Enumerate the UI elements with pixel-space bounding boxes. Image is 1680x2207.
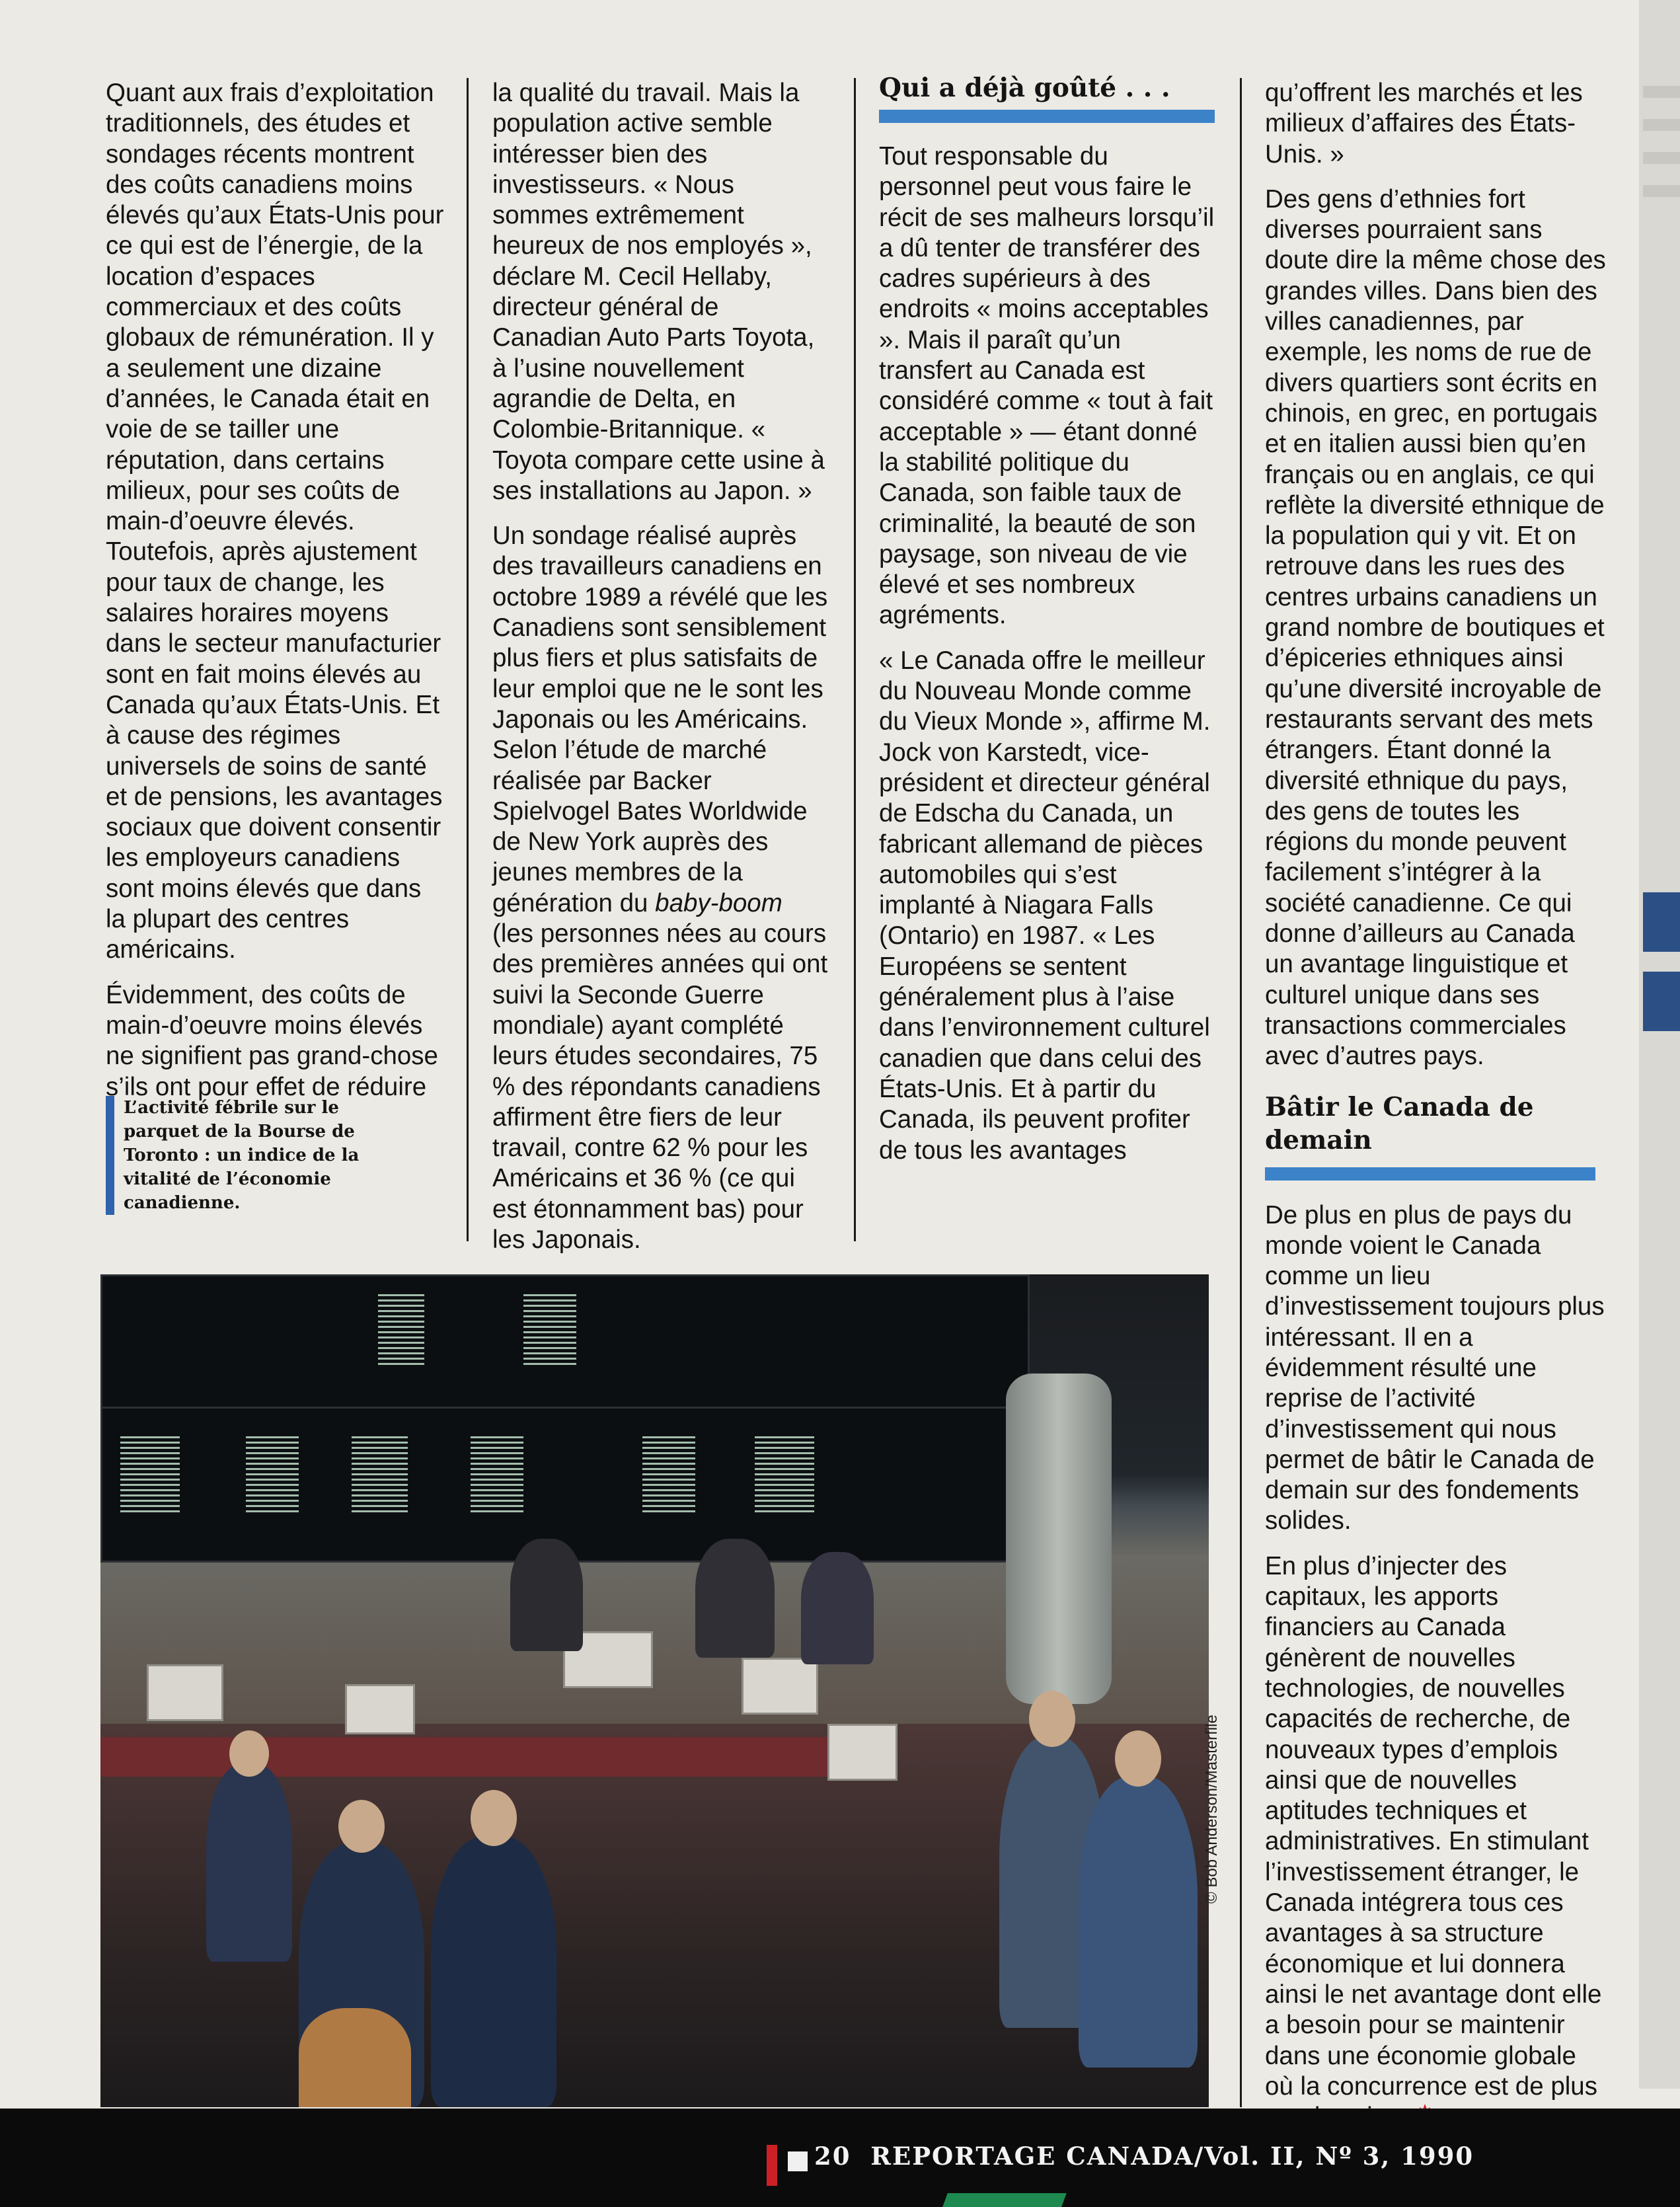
article-text: Un sondage réalisé auprès des travailleurs canadiens en octobre 1989 a révélé que les Canadiens sont sensiblement plus fiers et plus satisfaits de leur emploi que ne le sont les Japonais ou les Américains. Selon l’étude de marché réalisée par Backer Spielvogel Bates Worldwide de New York auprès des jeunes membres de la génération du <box>492 522 828 917</box>
quote-board-digits <box>378 1294 424 1367</box>
trader-head <box>229 1730 269 1777</box>
photo-credit: © Bob Anderson/Masterfile <box>1203 1715 1221 1904</box>
article-paragraph: Tout responsable du personnel peut vous faire le récit de ses malheurs lorsqu’il a dû tenter de transférer des cadres supérieurs à des endroits « moins acceptables ». Mais il paraît qu’un transfert au Canada est considéré comme « tout à fait acceptable » — étant donné la stabilité politique du Canada, son faible taux de criminalité, la beauté de son paysage, son niveau de vie élevé et ses nombreux agréments. <box>879 142 1215 630</box>
trader-figure <box>431 1836 556 2107</box>
page-footer <box>0 2109 1680 2207</box>
terminal-monitor <box>345 1684 415 1734</box>
adjacent-page-edge <box>1639 0 1680 2089</box>
quote-board-digits <box>352 1436 408 1516</box>
column-divider <box>467 78 469 1241</box>
footer-red-marker <box>767 2145 777 2186</box>
footer-green-marker <box>942 2193 1067 2207</box>
article-text: En plus d’injecter des capitaux, les apports financiers au Canada génèrent de nouvelles technologies, de nouvelles capacités de recherche, de nouveaux types d’emplois ainsi que de nouvelles aptitudes techniques et administratives. En stimulant l’investissement étranger, le Canada intégrera tous ces avantages à sa structure économique et lui donnera ainsi le net avantage dont elle a besoin pour se maintenir dans une économie globale où la concurrence est de plus <box>1265 1551 1602 2101</box>
article-paragraph: Évidemment, des coûts de main-d’oeuvre moins élevés ne signifient pas grand-chose s’ils ont pour effet de réduire <box>106 980 438 1101</box>
quote-board-digits <box>246 1436 299 1516</box>
article-column-2 <box>492 78 829 1270</box>
article-paragraph: De plus en plus de pays du monde voient le Canada comme un lieu d’investissement toujours plus intéressant. Il en a évidemment résulté une reprise de l’activité d’investissement qui nous permet de bâtir le Canada de demain sur des fondements solides. <box>1265 1200 1605 1535</box>
trader-figure <box>510 1539 583 1651</box>
column-divider <box>1240 78 1242 2107</box>
article-paragraph: Quant aux frais d’exploitation traditionnels, des études et sondages récents montrent des coûts canadiens moins élevés qu’aux États-Unis pour ce qui est de l’énergie, de la location d’espaces commerciaux et des coûts globaux de rémunération. Il y a seulement une dizaine d’années, le Canada était en voie de se tailler une réputation, dans certains milieux, pour ses coûts de main-d’oeuvre élevés. Toutefois, après ajustement pour taux de change, les salaires horaires moyens dans le secteur manufacturier sont en fait moins élevés au Canada qu’aux États-Unis. Et à cause des régimes universels de soins de santé et de pensions, les avantages sociaux que doivent consentir les employeurs canadiens sont moins élevés que dans la plupart des centres américains. <box>106 79 444 964</box>
article-paragraph: qu’offrent les marchés et les milieux d’affaires des États-Unis. » <box>1265 79 1583 169</box>
article-column-3 <box>879 73 1216 1181</box>
section-heading: Qui a déjà goûté . . . <box>879 73 1170 103</box>
article-paragraph: « Le Canada offre le meilleur du Nouveau Monde comme du Vieux Monde », affirme M. Jock von Karstedt, vice-président et directeur général de Edscha du Canada, un fabricant allemand de pièces automobiles qui s’est implanté à Niagara Falls (Ontario) en 1987. « Les Européens se sentent généralement plus à l’aise dans l’environnement culturel canadien que dans celui des États-Unis. Et à partir du Canada, ils peuvent profiter de tous les avantages <box>879 646 1211 1165</box>
trader-head <box>471 1790 517 1846</box>
article-text-italic: baby-boom <box>655 888 783 917</box>
photo-caption: L’activité fébrile sur le parquet de la Bourse de Toronto : un indice de la vitalité de l’économie canadienne. <box>106 1096 388 1215</box>
quote-board-digits <box>642 1436 695 1516</box>
footer-square-bullet <box>788 2151 808 2171</box>
adjacent-headline-fragment <box>1643 972 1680 1031</box>
trader-figure <box>206 1763 292 1962</box>
heading-bar <box>879 110 1215 123</box>
trader-figure <box>695 1539 775 1658</box>
trader-head <box>338 1800 385 1853</box>
section-heading: Bâtir le Canada de demain <box>1265 1091 1534 1155</box>
trader-figure <box>1079 1777 1198 2068</box>
terminal-monitor <box>742 1658 818 1715</box>
quote-board-digits <box>471 1436 523 1516</box>
quote-board-digits <box>755 1436 814 1516</box>
terminal-monitor <box>827 1724 897 1781</box>
footer-folio <box>814 2142 1474 2171</box>
page-number: 20 <box>814 2142 851 2171</box>
article-paragraph: la qualité du travail. Mais la population active semble intéresser bien des investisseurs. « Nous sommes extrêmement heureux de nos employés », déclare M. Cecil Hellaby, directeur général de Canadian Auto Parts Toyota, à l’usine nouvellement agrandie de Delta, en Colombie-Britannique. « Toyota compare cette usine à ses installations au Japon. » <box>492 79 825 505</box>
adjacent-text-fragment <box>1643 152 1680 164</box>
article-column-4 <box>1265 78 1609 2147</box>
heading-bar <box>1265 1167 1595 1181</box>
adjacent-text-fragment <box>1643 86 1680 98</box>
adjacent-text-fragment <box>1643 119 1680 131</box>
trader-head <box>1029 1691 1075 1747</box>
adjacent-headline-fragment <box>1643 892 1680 952</box>
article-paragraph: Des gens d’ethnies fort diverses pourraient sans doute dire la même chose des grandes villes. Dans bien des villes canadiennes, par exemple, les noms de rue de divers quartiers sont écrits en chinois, en grec, en portugais et en italien aussi bien qu’en français ou en anglais, ce qui reflète la diversité ethnique de la population qui y vit. Et on retrouve dans les rues des centres urbains canadiens un grand nombre de boutiques et d’épiceries ethniques ainsi qu’une diversité incroyable de restaurants servant des mets étrangers. Étant donné la diversité ethnique du pays, des gens de toutes les régions du monde peuvent facilement s’intégrer à la société canadienne. Ce qui donne d’ailleurs au Canada un avantage linguistique et culturel unique dans ses transactions commerciales avec d’autres pays. <box>1265 184 1606 1071</box>
terminal-monitor <box>147 1664 223 1721</box>
article-paragraph <box>492 521 829 1255</box>
article-column-1 <box>106 78 446 1117</box>
trader-figure <box>299 2008 411 2107</box>
publication-title: REPORTAGE CANADA/Vol. II, Nº 3, 1990 <box>870 2142 1474 2171</box>
column-divider <box>854 78 856 1241</box>
quote-board-digits <box>120 1436 180 1516</box>
article-text: (les personnes nées au cours des premières années qui ont suivi la Seconde Guerre mondiale) ayant complété leurs études secondaires, 75 % des répondants canadiens affirment être fiers de leur travail, contre 62 % pour les Américains et 36 % (ce qui est étonnamment bas) pour les Japonais. <box>492 919 828 1254</box>
trading-post-pillar <box>1006 1374 1112 1704</box>
quote-board <box>100 1407 1030 1563</box>
trading-counter <box>100 1737 880 1777</box>
adjacent-text-fragment <box>1643 185 1680 197</box>
quote-board-digits <box>523 1294 576 1367</box>
article-paragraph <box>1265 1551 1609 2133</box>
stock-exchange-photo <box>100 1274 1209 2107</box>
trader-head <box>1115 1730 1161 1787</box>
trader-figure <box>801 1552 874 1664</box>
